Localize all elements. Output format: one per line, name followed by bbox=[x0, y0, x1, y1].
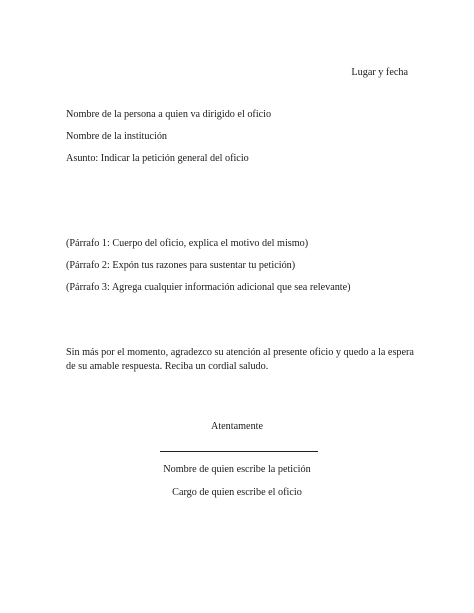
signer-name: Nombre de quien escribe la petición bbox=[163, 464, 311, 475]
paragraph-3: (Párrafo 3: Agrega cualquier información adicional que sea relevante) bbox=[66, 282, 351, 293]
place-date: Lugar y fecha bbox=[351, 67, 408, 78]
institution-name: Nombre de la institución bbox=[66, 131, 168, 142]
closing-paragraph: Sin más por el momento, agradezco su atención al presente oficio y quedo a la espera de su amable respuesta. Reciba un cordial saludo. bbox=[66, 347, 414, 372]
recipient-name: Nombre de la persona a quien va dirigido el oficio bbox=[66, 109, 272, 120]
farewell: Atentamente bbox=[210, 421, 264, 432]
signer-position: Cargo de quien escribe el oficio bbox=[172, 487, 302, 498]
paragraph-1: (Párrafo 1: Cuerpo del oficio, explica el motivo del mismo) bbox=[66, 238, 309, 249]
subject-line: Asunto: Indicar la petición general del oficio bbox=[66, 153, 249, 164]
paragraph-2: (Párrafo 2: Expón tus razones para sustentar tu petición) bbox=[66, 260, 296, 271]
signature-line bbox=[160, 451, 318, 452]
